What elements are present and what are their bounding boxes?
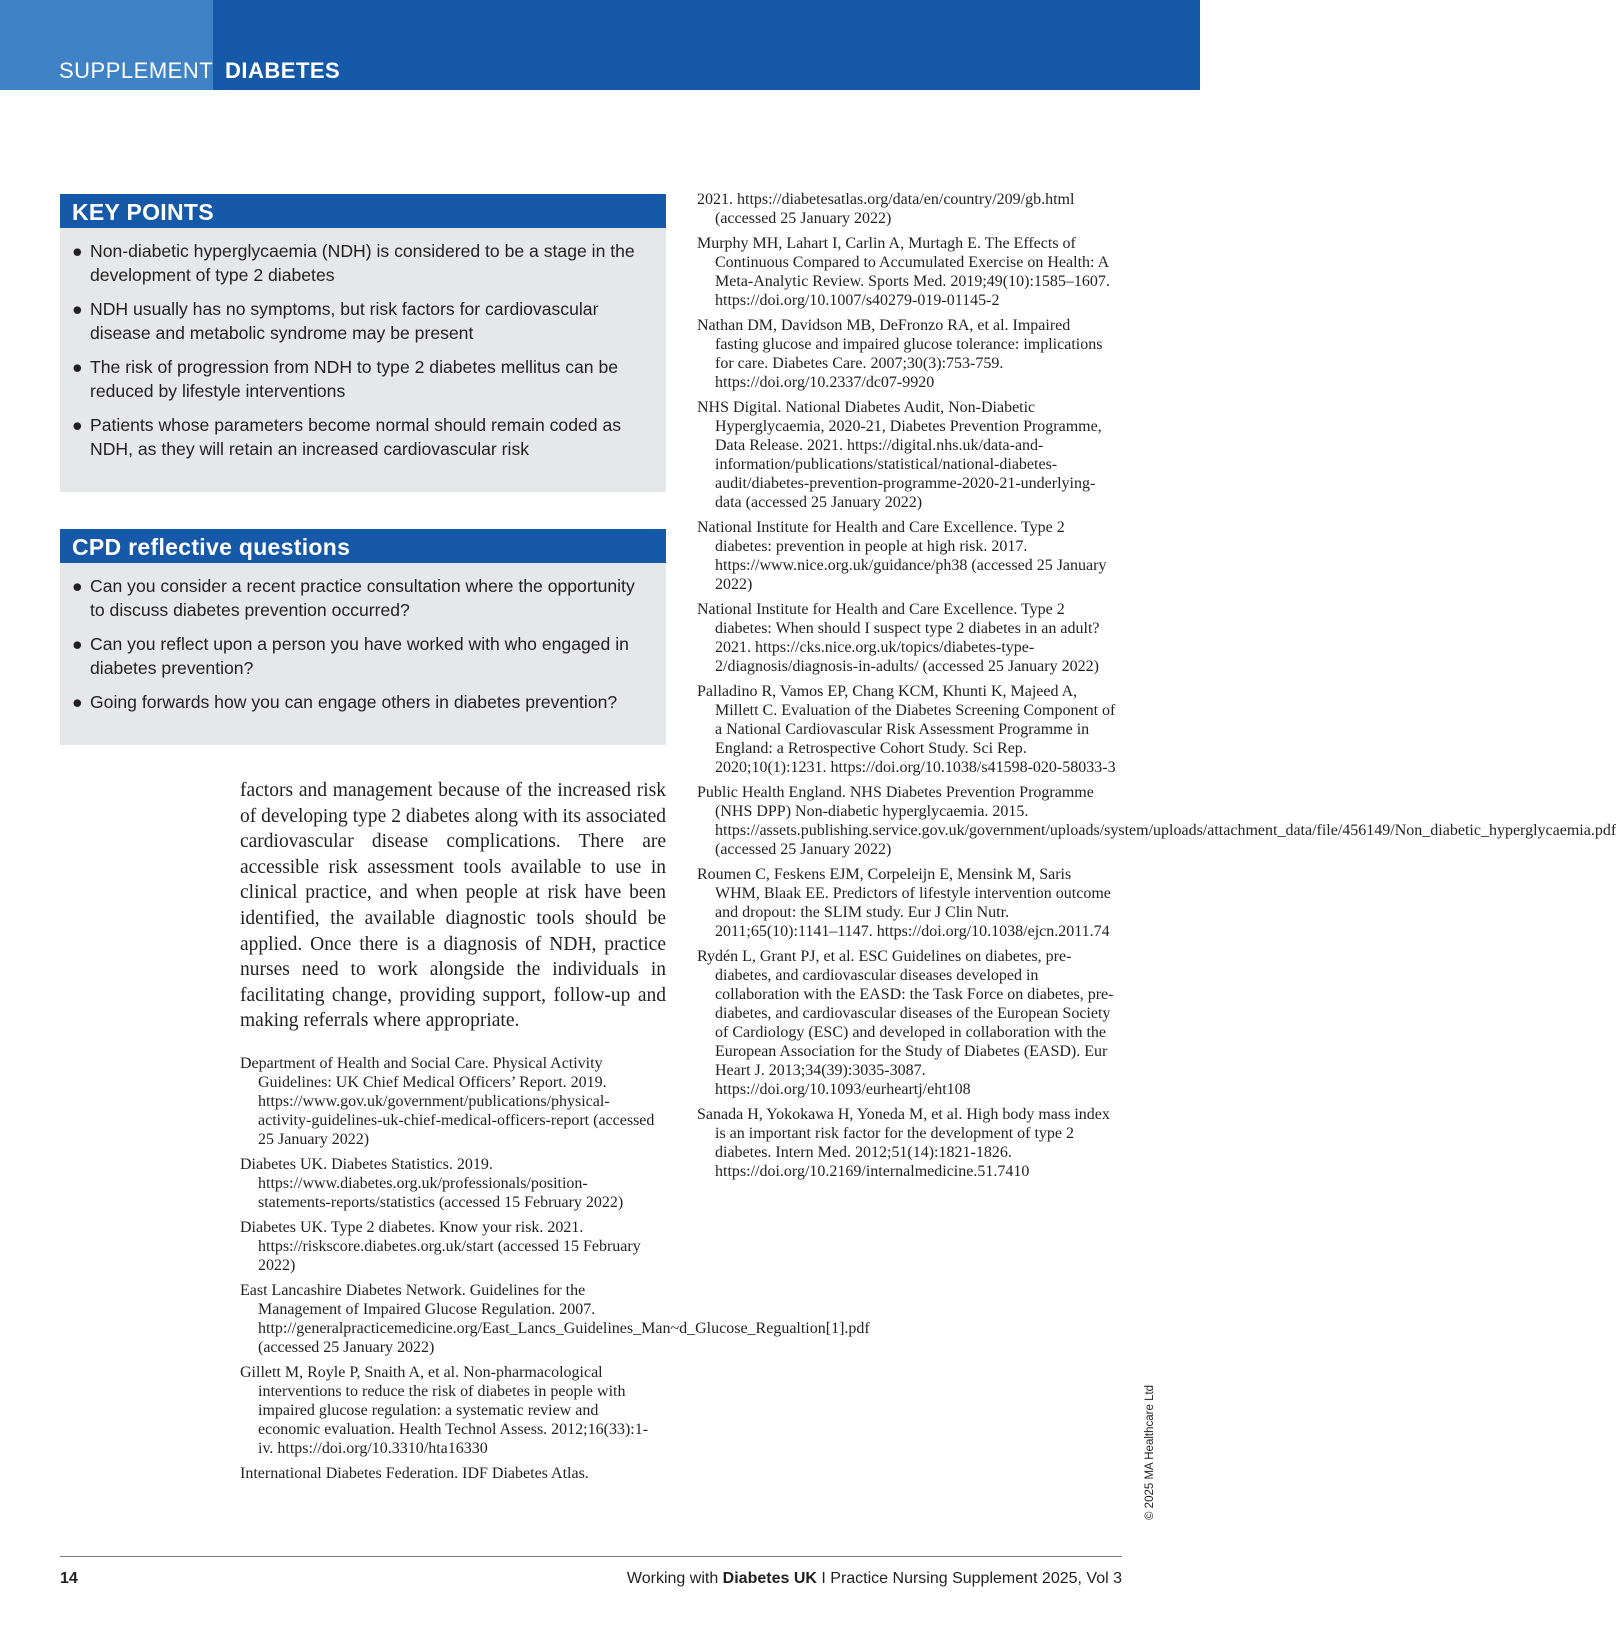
cpd-question-item-text: Can you reflect upon a person you have worked with who engaged in diabetes prevention? [90, 634, 629, 678]
reference-entry: Palladino R, Vamos EP, Chang KCM, Khunti K, Majeed A, Millett C. Evaluation of the Diabetes Screening Component of a National Cardiovascular Risk Assessment Programme in England: a Retrospective Cohort Study. Sci Rep. 2020;10(1):1231. https://doi.org/10.1038/s41598-020-58033-3 [697, 683, 1116, 776]
body-paragraph: factors and management because of the increased risk of developing type 2 diabetes along with its associated cardiovascular disease complications. There are accessible risk assessment tools available to use in clinical practice, and when people at risk have been identified, the available diagnostic tools should be applied. Once there is a diagnosis of NDH, practice nurses need to work alongside the individuals in facilitating change, providing support, follow-up and making referrals where appropriate. [240, 780, 666, 1032]
key-point-item [60, 298, 666, 345]
reference-entry: 2021. https://diabetesatlas.org/data/en/country/209/gb.html (accessed 25 January 2022) [697, 191, 1075, 227]
cpd-questions-box [60, 529, 666, 745]
key-point-item-text: Patients whose parameters become normal should remain coded as NDH, as they will retain an increased cardiovascular risk [90, 415, 622, 459]
reference-entry: Gillett M, Royle P, Snaith A, et al. Non-pharmacological interventions to reduce the risk of diabetes in people with impaired glucose regulation: a systematic review and economic evaluation. Health Technol Assess. 2012;16(33):1-iv. https://doi.org/10.3310/hta16330 [240, 1364, 649, 1457]
key-points-box [60, 194, 666, 492]
reference-entry: Murphy MH, Lahart I, Carlin A, Murtagh E. The Effects of Continuous Compared to Accumulated Exercise on Health: A Meta-Analytic Review. Sports Med. 2019;49(10):1585–1607. https://doi.org/10.1007/s40279-019-01145-2 [697, 235, 1110, 309]
publication-prefix: Working with [626, 1570, 719, 1587]
references-left-column [240, 1054, 870, 1489]
reference-entry: Diabetes UK. Type 2 diabetes. Know your risk. 2021. https://riskscore.diabetes.org.uk/start (accessed 15 February 2022) [240, 1219, 641, 1274]
cpd-questions-list [60, 563, 666, 715]
footer-divider [60, 1556, 1122, 1557]
header-topic-label: DIABETES [225, 58, 341, 83]
reference-entry: Rydén L, Grant PJ, et al. ESC Guidelines on diabetes, pre-diabetes, and cardiovascular diseases developed in collaboration with the EASD: the Task Force on diabetes, pre-diabetes, and cardiovascular diseases of the European Society of Cardiology (ESC) and developed in collaboration with the European Association for the Study of Diabetes (EASD). Eur Heart J. 2013;34(39):3035-3087. https://doi.org/10.1093/eurheartj/eht108 [697, 948, 1114, 1098]
key-point-item-text: The risk of progression from NDH to type 2 diabetes mellitus can be reduced by lifestyle interventions [90, 357, 619, 401]
publication-brand: Diabetes UK [722, 1570, 817, 1587]
cpd-question-item [60, 575, 666, 622]
key-points-title: KEY POINTS [60, 194, 666, 228]
bullet-icon: ● [72, 634, 83, 654]
page-number: 14 [60, 1570, 78, 1587]
cpd-questions-title: CPD reflective questions [60, 529, 666, 563]
header-supplement-label: SUPPLEMENT [59, 58, 214, 83]
reference-entry: Sanada H, Yokokawa H, Yoneda M, et al. High body mass index is an important risk factor for the development of type 2 diabetes. Intern Med. 2012;51(14):1821-1826. https://doi.org/10.2169/internalmedicine.51.7410 [697, 1106, 1110, 1180]
publication-suffix: I Practice Nursing Supplement 2025, Vol 3 [821, 1570, 1122, 1587]
key-point-item [60, 356, 666, 403]
key-point-item-text: Non-diabetic hyperglycaemia (NDH) is considered to be a stage in the development of type 2 diabetes [90, 241, 635, 285]
reference-entry: National Institute for Health and Care Excellence. Type 2 diabetes: prevention in people at high risk. 2017. https://www.nice.org.uk/guidance/ph38 (accessed 25 January 2022) [697, 519, 1107, 593]
publication-credit [627, 1570, 1122, 1588]
copyright-notice: © 2025 MA Healthcare Ltd [1144, 1384, 1156, 1520]
key-point-item-text: NDH usually has no symptoms, but risk factors for cardiovascular disease and metabolic syndrome may be present [90, 299, 599, 343]
reference-entry: National Institute for Health and Care Excellence. Type 2 diabetes: When should I suspect type 2 diabetes in an adult? 2021. https://cks.nice.org.uk/topics/diabetes-type-2/diagnosis/diagnosis-in-adults/ (accessed 25 January 2022) [697, 601, 1100, 675]
bullet-icon: ● [72, 692, 83, 712]
reference-entry: International Diabetes Federation. IDF Diabetes Atlas. [240, 1465, 589, 1482]
references-right-column [697, 190, 1616, 1187]
bullet-icon: ● [72, 357, 83, 377]
cpd-question-item-text: Going forwards how you can engage others in diabetes prevention? [90, 692, 618, 712]
cpd-question-item-text: Can you consider a recent practice consultation where the opportunity to discuss diabetes prevention occurred? [90, 576, 635, 620]
key-points-list [60, 228, 666, 461]
reference-entry: Roumen C, Feskens EJM, Corpeleijn E, Mensink M, Saris WHM, Blaak EE. Predictors of lifestyle intervention outcome and dropout: the SLIM study. Eur J Clin Nutr. 2011;65(10):1141–1147. https://doi.org/10.1038/ejcn.2011.74 [697, 866, 1111, 940]
cpd-question-item [60, 691, 666, 715]
key-point-item [60, 240, 666, 287]
bullet-icon: ● [72, 576, 83, 596]
bullet-icon: ● [72, 241, 83, 261]
cpd-question-item [60, 633, 666, 680]
bullet-icon: ● [72, 415, 83, 435]
header-bar [0, 0, 1200, 90]
reference-entry: Public Health England. NHS Diabetes Prevention Programme (NHS DPP) Non-diabetic hyperglycaemia. 2015. https://assets.publishing.service.gov.uk/government/uploads/system/uploads/attachment_data/file/456149/Non_diabetic_hyperglycaemia.pdf (accessed 25 January 2022) [697, 784, 1616, 858]
key-point-item [60, 414, 666, 461]
reference-entry: NHS Digital. National Diabetes Audit, Non-Diabetic Hyperglycaemia, 2020-21, Diabetes Prevention Programme, Data Release. 2021. https://digital.nhs.uk/data-and-information/publications/statistical/national-diabetes-audit/diabetes-prevention-programme-2020-21-underlying-data (accessed 25 January 2022) [697, 399, 1102, 511]
reference-entry: Diabetes UK. Diabetes Statistics. 2019. https://www.diabetes.org.uk/professionals/position-statements-reports/statistics (accessed 15 February 2022) [240, 1156, 624, 1211]
reference-entry: East Lancashire Diabetes Network. Guidelines for the Management of Impaired Glucose Regulation. 2007. http://generalpracticemedicine.org/East_Lancs_Guidelines_Man~d_Glucose_Regualtion[1].pdf (accessed 25 January 2022) [240, 1282, 870, 1356]
bullet-icon: ● [72, 299, 83, 319]
reference-entry: Nathan DM, Davidson MB, DeFronzo RA, et al. Impaired fasting glucose and impaired glucose tolerance: implications for care. Diabetes Care. 2007;30(3):753-759. https://doi.org/10.2337/dc07-9920 [697, 317, 1103, 391]
reference-entry: Department of Health and Social Care. Physical Activity Guidelines: UK Chief Medical Officers’ Report. 2019. https://www.gov.uk/government/publications/physical-activity-guidelines-uk-chief-medical-officers-report (accessed 25 January 2022) [240, 1055, 655, 1148]
